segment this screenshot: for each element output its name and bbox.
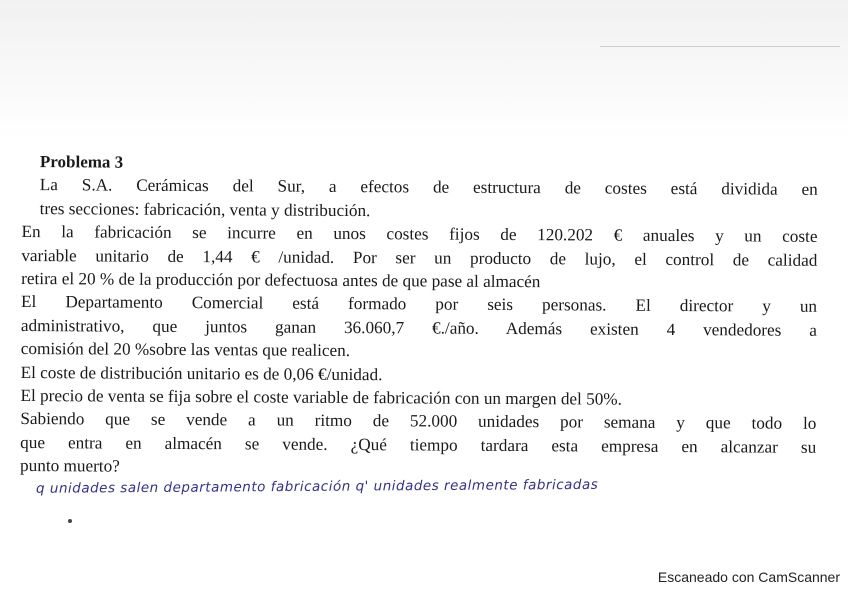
handwritten-note: q unidades salen departamento fabricación q' unidades realmente fabricadas xyxy=(35,476,599,497)
text-line: comisión del 20 %sobre las ventas que realicen. xyxy=(20,339,351,361)
text-line: El precio de venta se fija sobre el coste variable de fabricación con un margen del 50%. xyxy=(20,386,623,409)
scan-edge-line xyxy=(600,46,840,47)
text-line: administrativo, que juntos ganan 36.060,7 €./año. Además existen 4 vendedores a xyxy=(20,315,817,340)
ink-dot xyxy=(68,519,72,523)
text-line: que entra en almacén se vende. ¿Qué tiempo tardara esta empresa en alcanzar su xyxy=(20,432,817,457)
problem-title: Problema 3 xyxy=(39,152,124,172)
text-line: Sabiendo que se vende a un ritmo de 52.000 unidades por semana y que todo lo xyxy=(20,409,817,434)
text-line: tres secciones: fabricación, venta y distribución. xyxy=(39,198,371,220)
text-line: El Departamento Comercial está formado por seis personas. El director y un xyxy=(21,292,818,317)
text-line: punto muerto? xyxy=(20,456,120,476)
text-line: retira el 20 % de la producción por defectuosa antes de que pase al almacén xyxy=(21,269,541,292)
problem-text xyxy=(20,150,818,483)
text-line: La S.A. Cerámicas del Sur, a efectos de estructura de costes está dividida en xyxy=(39,175,818,200)
text-line: El coste de distribución unitario es de 0,06 €/unidad. xyxy=(20,362,383,384)
text-line: variable unitario de 1,44 € /unidad. Por ser un producto de lujo, el control de calidad xyxy=(21,245,818,270)
scan-background xyxy=(0,0,848,140)
text-line: En la fabricación se incurre en unos costes fijos de 120.202 € anuales y un coste xyxy=(21,222,818,247)
camscanner-watermark: Escaneado con CamScanner xyxy=(657,569,840,585)
